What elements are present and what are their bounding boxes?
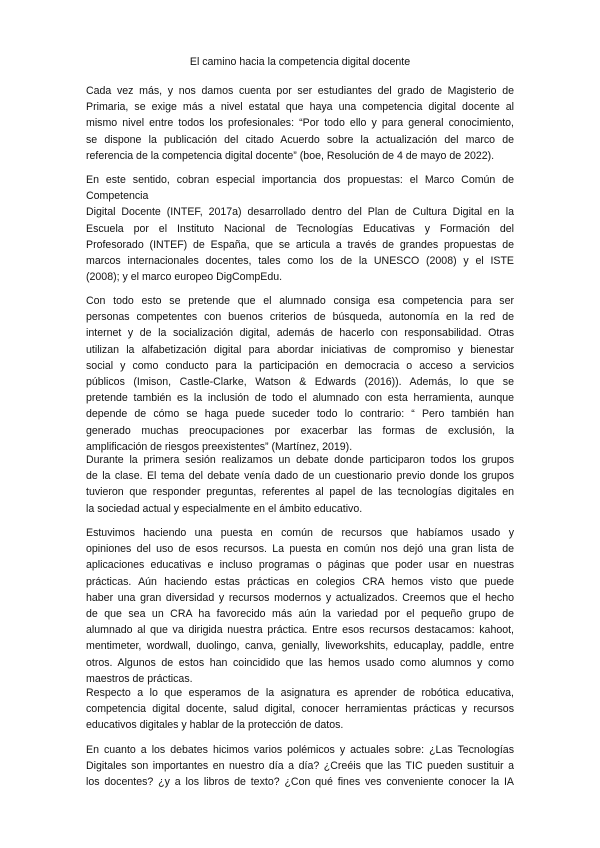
text-line: se dispone la publicación del citado Acuerdo sobre la actualización del marco de [86,133,514,146]
text-line: Digital Docente (INTEF, 2017a) desarrollado dentro del Plan de Cultura Digital en la [86,206,514,219]
text-line: los docentes? ¿y a los libros de texto? ¿Con qué fines ves conveniente conocer la IA [86,776,514,789]
paragraph-4 [86,452,514,517]
text-line: mentimeter, wordwall, duolingo, canva, genially, liveworkshits, educaplay, paddle, entre [86,640,514,653]
text-line: personas competentes con buenos criterios de búsqueda, autonomía en la red de [86,311,514,324]
text-line: Competencia [86,190,149,203]
text-line: Estuvimos haciendo una puesta en común de recursos que habíamos usado y [86,527,514,539]
text-line: Digitales son importantes en nuestro día a día? ¿Creéis que las TIC pueden sustituir a [86,760,514,773]
text-line: opiniones del uso de esos recursos. La puesta en común nos dejó una gran lista de [86,543,514,556]
text-line: En cuanto a los debates hicimos varios polémicos y actuales sobre: ¿Las Tecnologías [86,744,514,756]
text-line: mismo nivel entre todos los profesionales: “Por todo ello y para general conocimiento, [86,117,514,130]
text-line: tuvieron que responder preguntas, referentes al papel de las tecnologías digitales en [86,486,514,499]
text-line: Escuela por el Instituto Nacional de Tecnologías Educativas y Formación del [86,222,514,235]
text-line: la sociedad actual y especialmente en el ámbito educativo. [86,502,363,515]
text-line: (2008); y el marco europeo DigCompEdu. [86,271,283,284]
text-line: alumnado al que va dirigida nuestra práctica. Entre esos recursos destacamos: kahoot, [86,624,514,637]
text-line: utilizan la alfabetización digital para abordar iniciativas de compromiso y bienestar [86,343,514,356]
paragraph-1 [86,83,514,164]
text-line: referencia de la competencia digital docente” (boe, Resolución de 4 de mayo de 2022). [86,149,495,162]
text-line: haber una gran diversidad y recursos modernos y actualizados. Creemos que el hecho [86,591,514,604]
paragraph-5 [86,525,514,687]
text-line: Durante la primera sesión realizamos un debate donde participaron todos los grupos [86,454,514,466]
text-line: social y como conducto para la participación en democracia o acceso a servicios [86,359,514,372]
text-line: Primaria, se exige más a nivel estatal que haya una competencia digital docente al [86,101,514,114]
text-line: de la clase. El tema del debate venía dado de un cuestionario previo donde los grupos [86,470,514,483]
document-title: El camino hacia la competencia digital docente [189,56,411,68]
text-line: internet y de la socialización digital, además de hacerlo con responsabilidad. Otras [86,327,514,340]
text-line: prácticas. Aún haciendo estas prácticas en colegios CRA hemos visto que puede [86,575,514,588]
text-line: amplificación de riesgos preexistentes” (Martínez, 2019). [86,440,353,453]
text-line: de que sea un CRA ha favorecido más aún la variedad por el pequeño grupo de [86,608,514,621]
text-line: marcos internacionales docentes, tales como los de la UNESCO (2008) y el ISTE [86,255,514,268]
text-line: depende de cómo se haga puede suceder todo lo contrario: “ Pero también han [86,408,514,421]
text-line: otros. Algunos de estos han coincidido que las hemos usado como alumnos y como [86,656,514,669]
text-line: En este sentido, cobran especial importancia dos propuestas: el Marco Común de [86,174,514,186]
paragraph-7 [86,742,514,791]
text-line: Respecto a lo que esperamos de la asignatura es aprender de robótica educativa, [86,687,514,699]
text-line: pretende también es la inclusión de todo el alumnado con esta herramienta, aunque [86,392,514,405]
text-line: aplicaciones educativas e incluso programas o páginas que poder usar en nuestras [86,559,514,572]
text-line: educativos digitales y hablar de la protección de datos. [86,719,344,732]
text-line: Cada vez más, y nos damos cuenta por ser estudiantes del grado de Magisterio de [86,85,514,97]
paragraph-3 [86,293,514,455]
text-line: generado muchas preocupaciones por exacerbar las formas de exclusión, la [86,424,514,437]
text-line: Con todo esto se pretende que el alumnado consiga esa competencia para ser [86,295,514,307]
text-line: competencia digital docente, salud digital, conocer herramientas prácticas y recursos [86,703,514,716]
text-line: públicos (Imison, Castle-Clarke, Watson & Edwards (2016)). Además, lo que se [86,376,514,389]
paragraph-6 [86,685,514,734]
paragraph-2 [86,172,514,285]
text-line: Profesorado (INTEF) de España, que se articula a través de grandes propuestas de [86,238,514,251]
text-line: maestros de prácticas. [86,672,193,685]
